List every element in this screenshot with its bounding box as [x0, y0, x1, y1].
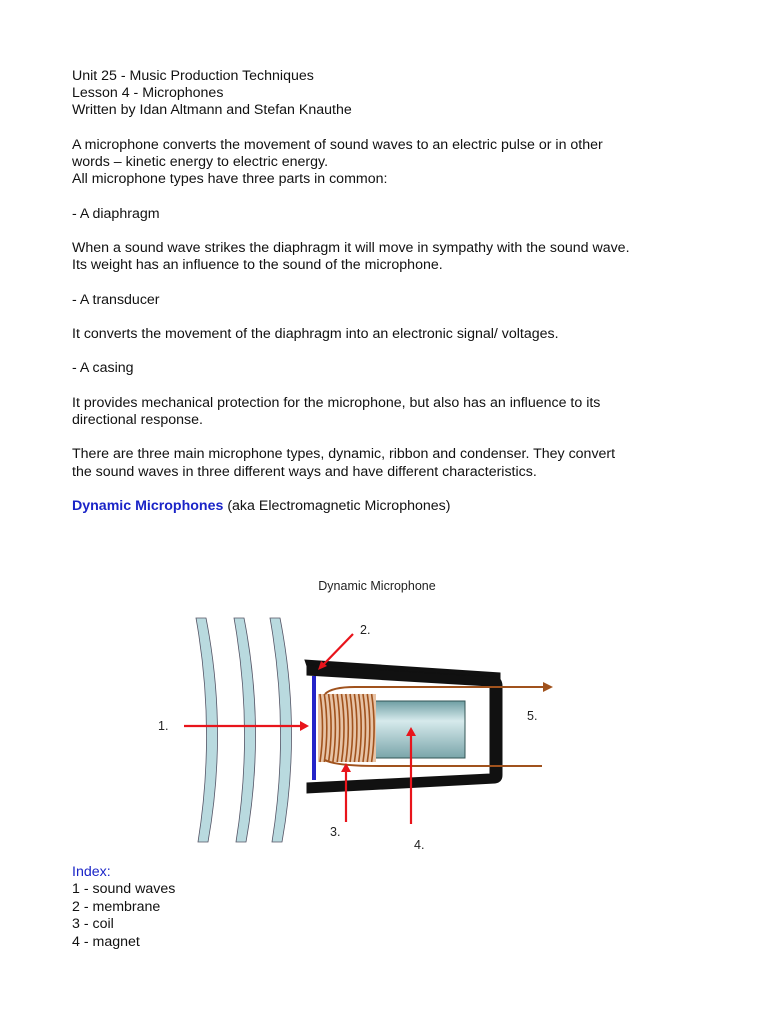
part-casing-desc-2: directional response.	[72, 411, 203, 428]
sound-wave-3	[270, 618, 292, 842]
intro-line-1: A microphone converts the movement of sound waves to an electric pulse or in other	[72, 136, 603, 153]
doc-unit-line: Unit 25 - Music Production Techniques	[72, 68, 314, 84]
types-line-2: the sound waves in three different ways and have different characteristics.	[72, 463, 537, 480]
types-line-1: There are three main microphone types, dynamic, ribbon and condenser. They convert	[72, 446, 616, 463]
sound-wave-1	[196, 618, 218, 842]
intro-line-2: words – kinetic energy to electric energy.	[72, 154, 329, 170]
sound-wave-2	[234, 618, 256, 842]
index-list	[72, 864, 175, 951]
membrane	[312, 676, 316, 780]
coil	[318, 694, 376, 762]
index-item-membrane: 2 - membrane	[72, 898, 161, 915]
magnet	[368, 701, 465, 758]
part-diaphragm-desc-1: When a sound wave strikes the diaphragm it will move in sympathy with the sound wave.	[72, 239, 630, 256]
label-3: 3.	[330, 825, 341, 839]
dynamic-microphone-diagram	[150, 570, 570, 860]
index-item-magnet: 4 - magnet	[72, 933, 140, 950]
section-heading: Dynamic Microphones	[72, 497, 224, 514]
section-heading-line	[72, 498, 712, 515]
doc-authors-line: Written by Idan Altmann and Stefan Knauthe	[72, 102, 352, 119]
doc-lesson-line: Lesson 4 - Microphones	[72, 85, 224, 102]
label-2: 2.	[360, 623, 371, 637]
section-aka: (aka Electromagnetic Microphones)	[223, 497, 451, 514]
sound-waves	[196, 618, 292, 842]
intro-line-3: All microphone types have three parts in common:	[72, 171, 388, 188]
figure-title: Dynamic Microphone	[318, 579, 436, 593]
index-title: Index:	[72, 864, 111, 880]
part-transducer-title: - A transducer	[72, 291, 160, 308]
document-body	[72, 68, 712, 515]
index-item-coil: 3 - coil	[72, 916, 114, 933]
label-1: 1.	[158, 719, 169, 733]
part-casing-desc-1: It provides mechanical protection for the microphone, but also has an influence to its	[72, 394, 601, 411]
part-transducer-desc: It converts the movement of the diaphragm into an electronic signal/ voltages.	[72, 325, 559, 342]
label-4: 4.	[414, 838, 425, 852]
part-casing-title: - A casing	[72, 360, 134, 377]
label-5: 5.	[527, 709, 538, 723]
index-item-sound-waves: 1 - sound waves	[72, 881, 176, 898]
part-diaphragm-title: - A diaphragm	[72, 205, 160, 222]
part-diaphragm-desc-2: Its weight has an influence to the sound of the microphone.	[72, 257, 443, 274]
